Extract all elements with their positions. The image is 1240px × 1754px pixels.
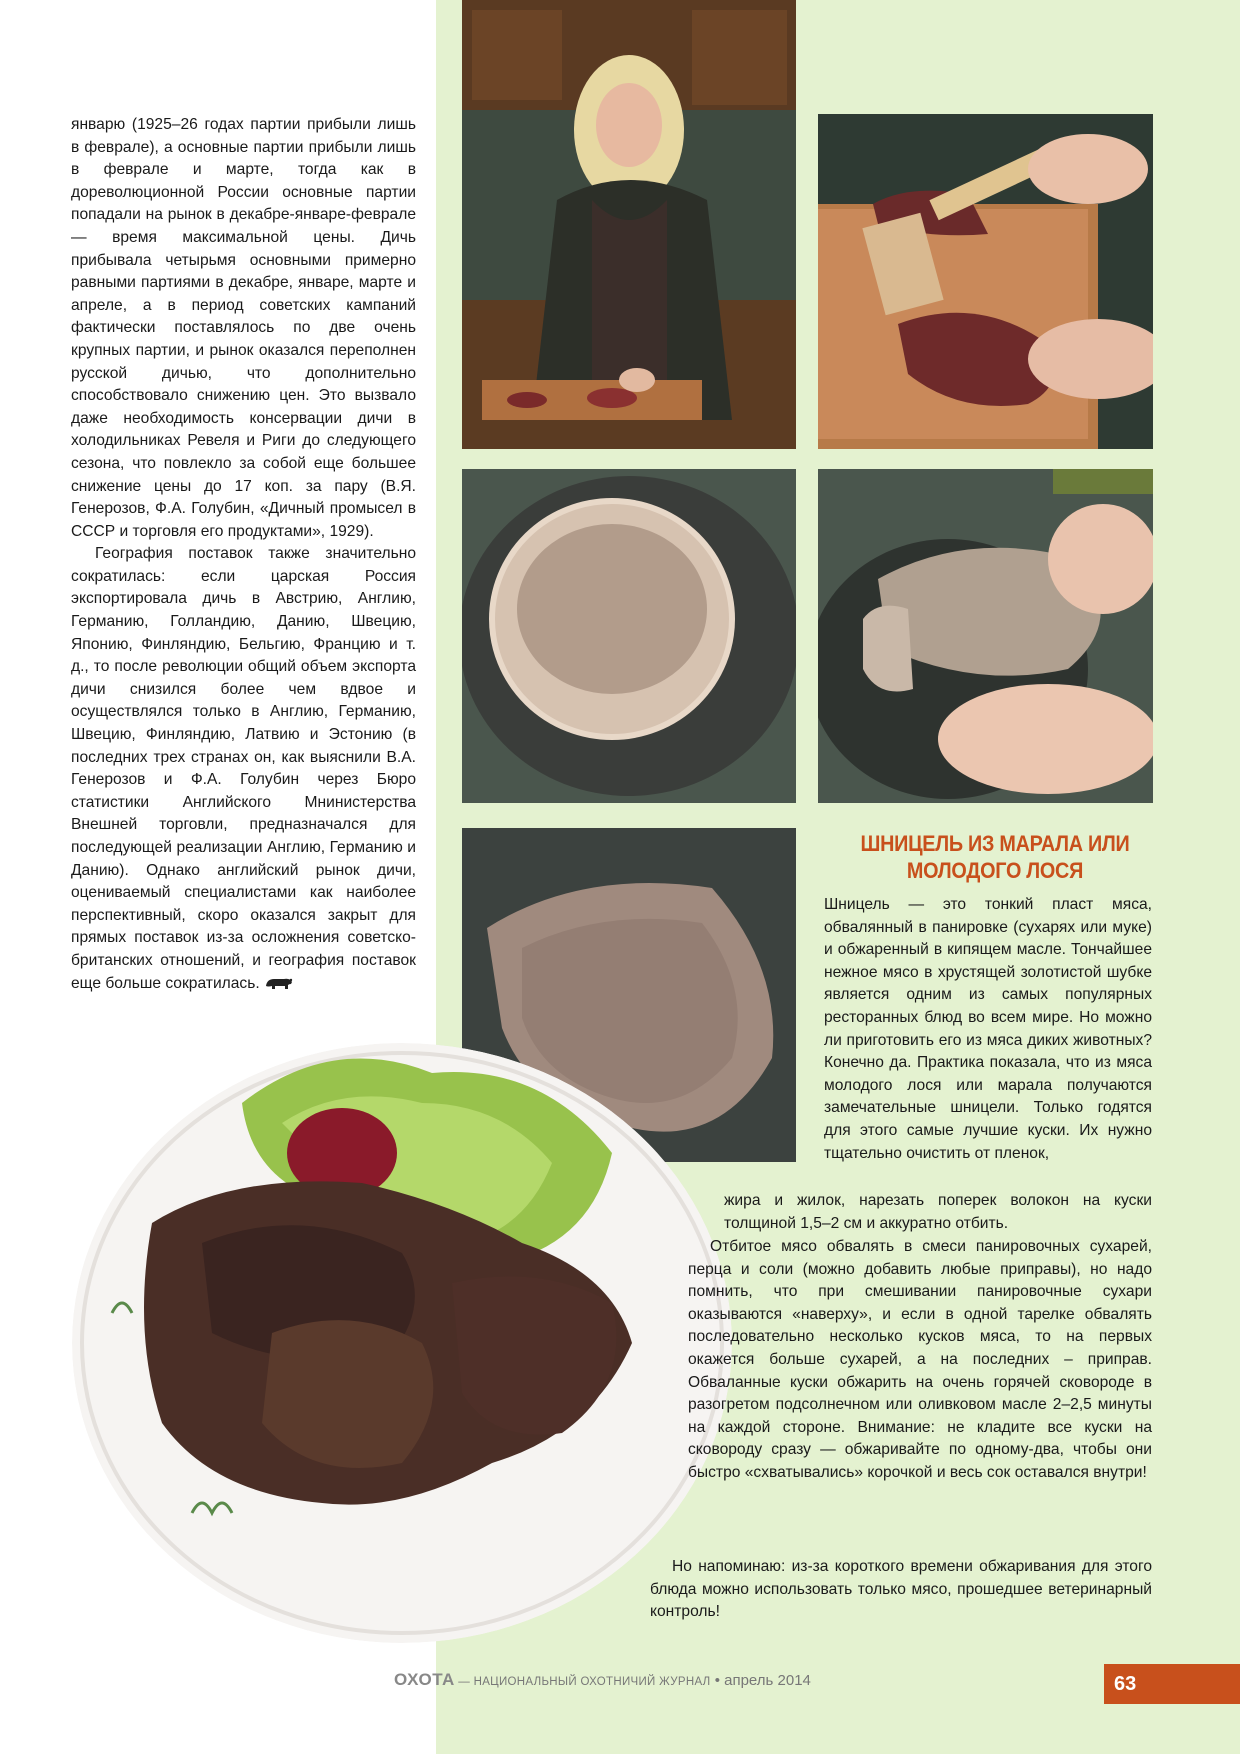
magazine-tagline: — НАЦИОНАЛЬНЫЙ ОХОТНИЧИЙ ЖУРНАЛ (454, 1676, 711, 1688)
recipe-block-4 (650, 1556, 1152, 1624)
recipe-title-line-1: ШНИЦЕЛЬ ИЗ МАРАЛА ИЛИ (860, 831, 1130, 856)
recipe-intro-text: Шницель — это тонкий пласт мяса, обвалянный в панировке (сухарях или муке) и обжаренный в кипящем масле. Тончайшее нежное мясо в хрустящей золотистой шубке является одним из самых популярных ресторанных блюд во всем мире. Но можно ли приготовить его из мяса диких животных? Конечно да. Практика показала, что из мяса молодого лося или марала получаются замечательные шницели. Только годятся для этого самые лучшие куски. Их нужно тщательно очистить от пленок, (824, 896, 1152, 1162)
left-paragraph-2 (71, 543, 416, 995)
recipe-block-1 (824, 894, 1152, 1165)
photo-plated-schnitzels (72, 1043, 732, 1643)
photo-woman-cutting-meat (462, 0, 796, 449)
recipe-title (847, 830, 1144, 884)
left-paragraph-2-text: География поставок также значительно сократилась: если царская Россия экспортировала дичь в Австрию, Англию, Германию, Голландию, Данию, Швецию, Японию, Финляндию, Бельгию, Францию и т. д., то после революции общий объем экспорта дичи снизился более чем вдвое и осуществлялся только в Англию, Германию, Швецию, Финляндию, Латвию и Эстонию (в последних трех странах он, как выяснили В.А. Генерозов и Ф.А. Голубин через Бюро статистики Английского Мнинистерства Внешней торговли, предназначался для последующей реализации Англию, Германию и Данию). Однако английский рынок дичи, оцениваемый специалистами как наиболее перспективный, скоро оказался закрыт для прямых поставок из-за осложнения советско-британских отношений, и география поставок еще больше сократилась. (71, 545, 416, 992)
recipe-prep-text: жира и жилок, нарезать поперек волокон на куски толщиной 1,5–2 см и аккуратно отбить. (724, 1192, 1152, 1232)
photo-coating-meat (818, 469, 1153, 803)
magazine-issue: • апрель 2014 (710, 1672, 811, 1689)
photo-breading-mix (462, 469, 796, 803)
photo-meat-mallet (818, 114, 1153, 449)
magazine-brand: ОХОТА (394, 1670, 455, 1689)
recipe-warning-text: Но напоминаю: из-за короткого времени обжаривания для этого блюда можно использовать только мясо, прошедшее ветеринарный контроль! (650, 1558, 1152, 1621)
page-number: 63 (1104, 1664, 1240, 1704)
page-footer (394, 1670, 811, 1690)
recipe-block-3 (688, 1236, 1152, 1485)
recipe-title-line-2: МОЛОДОГО ЛОСЯ (906, 858, 1084, 883)
left-paragraph-1: январю (1925–26 годах партии прибыли лишь в феврале), а основные партии прибыли лишь в феврале и марте, тогда как в дореволюционной России основные партии попадали на рынок в декабре-январе-феврале — время максимальной цены. Дичь прибывала четырьмя основными примерно равными партиями в декабре, январе, марте и апреле, а в период советских кампаний фактически поставлялось по две очень крупных партии, и рынок оказался переполнен русской дичью, что дополнительно способствовало снижению цен. Это вызвало даже необходимость консервации дичи в холодильниках Ревеля и Риги до следующего сезона, что повлекло за собой еще большее снижение цены до 17 коп. за пару (В.Я. Генерозов, Ф.А. Голубин, «Дичный промысел в СССР и торговля его продуктами», 1929). (71, 116, 416, 540)
left-article-column (71, 114, 416, 995)
recipe-cooking-text: Отбитое мясо обвалять в смеси панировочных сухарей, перца и соли (можно добавить любые приправы), но надо помнить, что при смешивании панировочные сухари оказываются «наверху», и если в одной тарелке обвалять последовательно несколько кусков мяса, то на первых окажется больше сухарей, а на последних – приправ. Обваланные куски обжарить на очень горячей сковороде в разогретом подсолнечном или оливковом масле 2–2,5 минуты на каждой стороне. Внимание: не кладите все куски на сковороду сразу — обжаривайте по одному-два, чтобы они быстро «схватывались» корочкой и весь сок оставался внутри! (688, 1238, 1152, 1481)
bear-end-icon (264, 974, 294, 990)
recipe-block-2 (724, 1190, 1152, 1235)
